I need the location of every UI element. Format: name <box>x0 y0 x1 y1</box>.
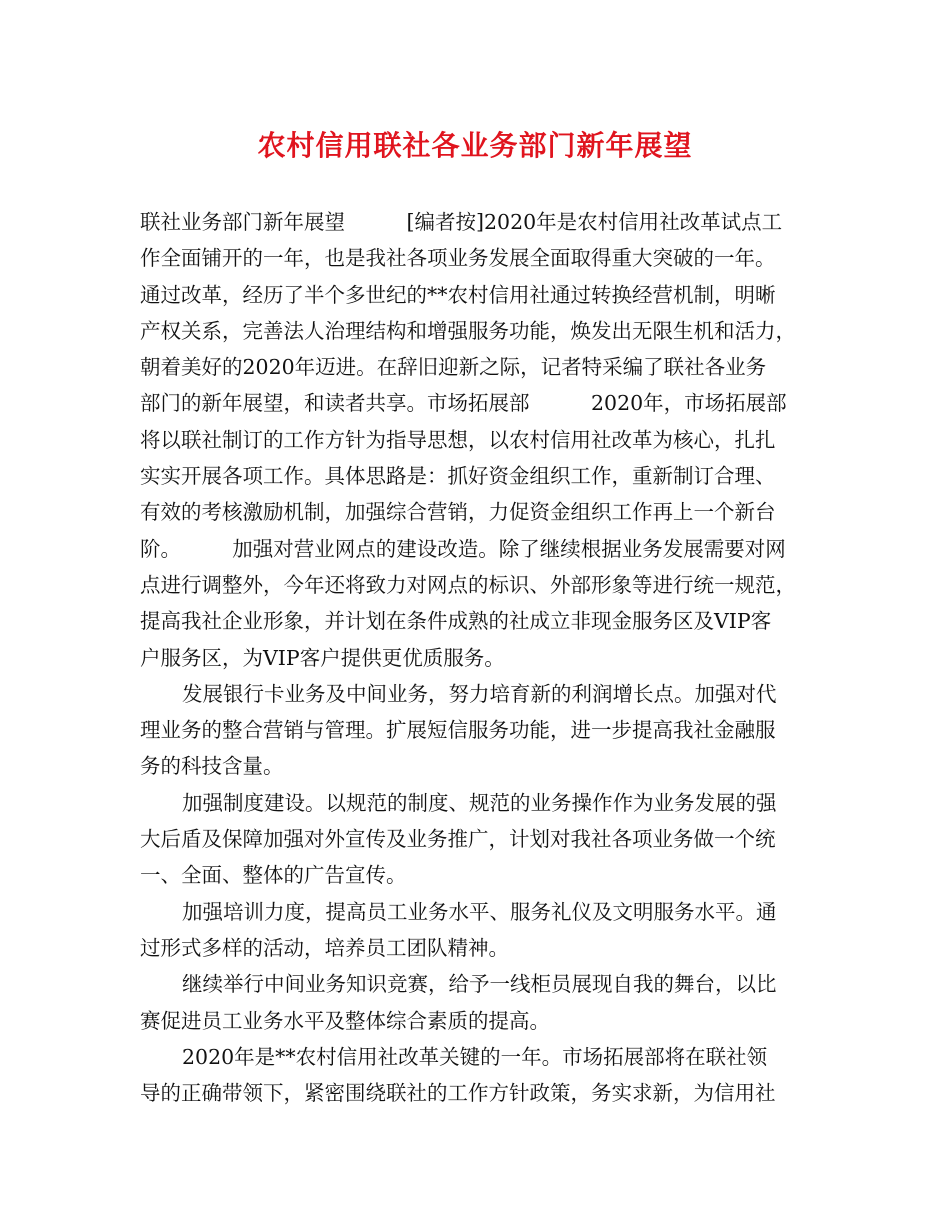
text-line: 继续举行中间业务知识竞赛，给予一线柜员展现自我的舞台，以比 <box>182 972 777 997</box>
text-line: 过形式多样的活动，培养员工团队精神。 <box>140 935 509 960</box>
text-line: 联社业务部门新年展望 [编者按]2020年是农村信用社改革试点工 <box>140 210 783 234</box>
text-line: 阶。 加强对营业网点的建设改造。除了继续根据业务发展需要对网 <box>140 536 786 561</box>
text-line: 发展银行卡业务及中间业务，努力培育新的利润增长点。加强对代 <box>182 681 777 706</box>
text-line: 一、全面、整体的广告宣传。 <box>140 863 407 888</box>
text-line: 作全面铺开的一年，也是我社各项业务发展全面取得重大突破的一年。 <box>140 246 776 271</box>
text-line: 有效的考核激励机制，加强综合营销，力促资金组织工作再上一个新台 <box>140 500 776 525</box>
text-line: 点进行调整外，今年还将致力对网点的标识、外部形象等进行统一规范， <box>140 572 796 597</box>
text-line: 实实开展各项工作。具体思路是：抓好资金组织工作，重新制订合理、 <box>140 464 776 489</box>
text-line: 导的正确带领下，紧密围绕联社的工作方针政策，务实求新，为信用社 <box>140 1081 776 1106</box>
text-line: 加强培训力度，提高员工业务水平、服务礼仪及文明服务水平。通 <box>182 899 777 924</box>
text-line: 加强制度建设。以规范的制度、规范的业务操作作为业务发展的强 <box>182 790 777 815</box>
text-line: 理业务的整合营销与管理。扩展短信服务功能，进一步提高我社金融服 <box>140 718 776 743</box>
text-line: 户服务区，为VIP客户提供更优质服务。 <box>140 645 505 670</box>
text-line: 大后盾及保障加强对外宣传及业务推广，计划对我社各项业务做一个统 <box>140 827 776 852</box>
document-title: 农村信用联社各业务部门新年展望 <box>257 129 693 162</box>
text-line: 务的科技含量。 <box>140 754 284 779</box>
text-line: 通过改革，经历了半个多世纪的**农村信用社通过转换经营机制，明晰 <box>140 282 776 307</box>
document-body <box>140 204 816 1111</box>
text-line: 提高我社企业形象，并计划在条件成熟的社成立非现金服务区及VIP客 <box>140 609 772 634</box>
text-line: 2020年是**农村信用社改革关键的一年。市场拓展部将在联社领 <box>182 1044 768 1069</box>
text-line: 产权关系，完善法人治理结构和增强服务功能，焕发出无限生机和活力， <box>140 318 796 343</box>
text-line: 朝着美好的2020年迈进。在辞旧迎新之际，记者特采编了联社各业务 <box>140 355 767 380</box>
text-line: 部门的新年展望，和读者共享。市场拓展部 2020年，市场拓展部 <box>140 391 787 416</box>
text-line: 赛促进员工业务水平及整体综合素质的提高。 <box>140 1008 550 1033</box>
text-line: 将以联社制订的工作方针为指导思想，以农村信用社改革为核心，扎扎 <box>140 427 776 452</box>
